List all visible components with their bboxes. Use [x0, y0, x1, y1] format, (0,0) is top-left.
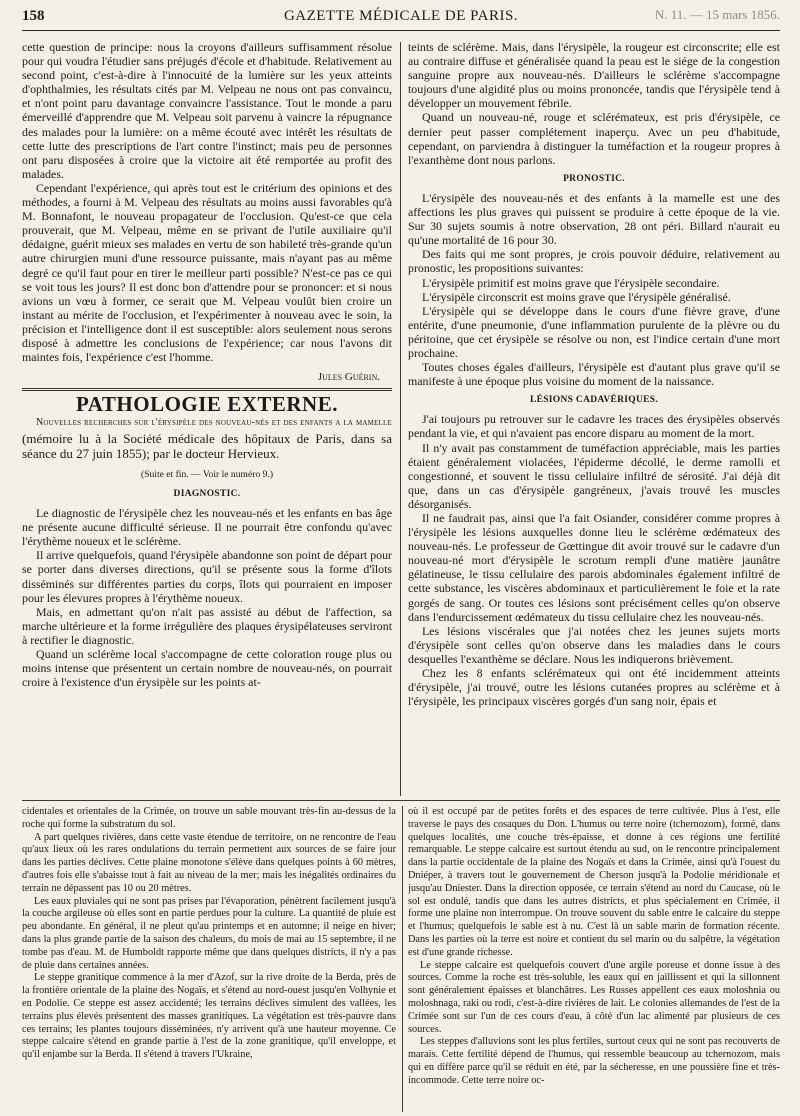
lower-left-column	[22, 806, 396, 1112]
paragraph: L'érysipèle qui se développe dans le cours d'une fièvre grave, d'une entérite, d'une pneumonie, d'une inflammation purulente de la plèvre ou du péritoine, que cet érysipèle se résolve ou non, est l'indice certain d'une mort prochaine.	[408, 303, 780, 360]
article-heading	[22, 413, 392, 462]
issue-info: N. 11. — 15 mars 1856.	[654, 7, 780, 22]
article-heading-caps: Nouvelles recherches sur l'érysipèle des nouveau-nés et des enfants a la mamelle	[36, 417, 392, 429]
paragraph: Mais, en admettant qu'on n'ait pas assisté au début de l'affection, sa marche ultérieure et la forme irrégulière des plaques érysipélateuses serviront à rectifier le diagnostic.	[22, 604, 392, 647]
lower-right-column	[408, 806, 780, 1112]
paragraph: L'érysipèle primitif est moins grave que l'érysipèle secondaire.	[422, 275, 720, 290]
paragraph: Le diagnostic de l'érysipèle chez les nouveau-nés et les enfants en bas âge ne présente aucune difficulté sérieuse. Il ne pourrait être confondu qu'avec l'érythème noueux et le sclérème.	[22, 506, 392, 549]
paragraph: cette question de principe: nous la croyons d'ailleurs suffisamment résolue pour qui voudra l'étudier sans préjugés d'école et d'habitude. Relativement au second point, c'est-à-dire à l'innocuité de la lumière sur les yeux atteints d'ophthalmies, les résultats cités par M. Velpeau ne nous ont pas convaincu, et n'ont point paru davantage convaincre l'assistance. Tout le monde a paru émerveillé d'apprendre que M. Velpeau soit parvenu à vaincre la répugnance des malades pour la lumière: on a même écouté avec intérêt les résultats de cette lutte des prescriptions de l'art contre l'instinct; mais peu de personnes ont paru disposées à croire que la victoire ait été remportée au profit des malades.	[22, 40, 392, 181]
left-column	[22, 40, 392, 798]
page-number: 158	[22, 8, 45, 24]
paragraph: L'érysipèle des nouveau-nés et des enfants à la mamelle est une des affections les plus graves qui puissent se produire à cette époque de la vie. Sur 30 sujets soumis à notre observation, 28 ont péri. Billard n'aurait eu qu'une mortalité de 16 pour 30.	[408, 190, 780, 248]
journal-title: GAZETTE MÉDICALE DE PARIS.	[283, 8, 519, 24]
continuation-note: (Suite et fin. — Voir le numéro 9.)	[140, 468, 274, 480]
paragraph: Le steppe calcaire est quelquefois couvert d'une argile poreuse et donne issue à des sources. Comme la roche est très-soluble, les eaux qui en jaillissent et qui la sillonnent sont généralement épaisses et blanchâtres. Les Russes appellent ces eaux moloshnia ou moloshnaga, raki ou rodi, c'est-à-dire rivières de lait. Le colonies allemandes de l'est de la Crimée sont sur l'un de ces cours d'eau, à côté d'un lac alimenté par plusieurs de ces sources.	[408, 959, 780, 1035]
running-header	[22, 6, 780, 31]
paragraph: Quand un sclérème local s'accompagne de cette coloration rouge plus ou moins intense que présentent un certain nombre de nouveau-nés, on pourrait croire à l'existence d'un érysipèle sur les points at-	[22, 646, 392, 690]
section-title: PATHOLOGIE EXTERNE.	[22, 388, 392, 411]
signature: Jules Guérin.	[317, 371, 380, 384]
paragraph: Cependant l'expérience, qui après tout est le critérium des opinions et des méthodes, a fourni à M. Velpeau des résultats au moins aussi favorables qu'à M. Bonnafont, le nouveau propagateur de l'occlusion. Qu'est-ce que cela prouverait, que M. Velpeau, même en se privant de l'utile auxiliaire qu'il dédaigne, guérit mieux ses malades en vertu de son habileté très-grande qu'un autre chirurgien muni d'une ressource puissante, mais n'ayant pas au même degré ce qu'il faut pour en tirer le meilleur parti possible? N'est-ce pas ce qui se voit tous les jours? Il est donc bon d'attendre pour se prononcer: et si nous avions un vœu à former, ce serait que M. Velpeau voulût bien croire un instant au mérite de l'occlusion, et l'expérimenter à nouveau avec le soin, la précision et l'intelligence dont il est susceptible: alors seulement nous serons disposé à admettre les conclusions de l'expérience; car nous l'avons dit maintes fois, l'expérience c'est l'homme.	[22, 180, 392, 365]
section-divider	[22, 800, 780, 801]
paragraph: Quand un nouveau-né, rouge et sclérémateux, est pris d'érysipèle, ce dernier peut passer complétement inaperçu. Avec un peu d'habitude, cependant, on parviendra à distinguer la tuméfaction et la rougeur propres à l'exanthème dont nous parlons.	[408, 110, 780, 167]
paragraph: cidentales et orientales de la Crimée, on trouve un sable mouvant très-fin au-dessus de la roche qui forme la substratum du sol.	[22, 806, 396, 830]
subheading-pronostic: PRONOSTIC.	[563, 173, 625, 184]
paragraph: Toutes choses égales d'ailleurs, l'érysipèle est d'autant plus grave qu'il se manifeste à une époque plus voisine du moment de la naissance.	[408, 360, 780, 389]
article-heading-rest: (mémoire lu à la Société médicale des hôpitaux de Paris, dans sa séance du 27 juin 1855); par le docteur Hervieux.	[22, 430, 392, 462]
lower-column-divider	[402, 806, 403, 1112]
paragraph: Les lésions viscérales que j'ai notées chez les jeunes sujets morts d'érysipèle sont celles qu'on observe dans les maladies dans le cours desquelles l'exanthème se déclare. Nous les indiquerons brièvement.	[408, 623, 780, 666]
paragraph: Il n'y avait pas constamment de tuméfaction appréciable, mais les parties étaient généralement violacées, l'épiderme décollé, le derme ramolli et congestionné, et souvent le tissu cellulaire infiltré de sérosité. J'ai déjà dit que, dans un cas d'érysipèle gangréneux, j'avais trouvé les muscles désorganisés.	[408, 440, 780, 511]
paragraph: Il arrive quelquefois, quand l'érysipèle abandonne son point de départ pour se porter dans diverses directions, qu'il se présente sous la forme d'îlots disséminés sur différentes parties du corps, îlots qui pourraient en imposer pour les élevures propres à l'érythème noueux.	[22, 548, 392, 605]
paragraph: L'érysipèle circonscrit est moins grave que l'érysipèle généralisé.	[422, 289, 731, 304]
paragraph: Les steppes d'alluvions sont les plus fertiles, surtout ceux qui ne sont pas recouverts de marais. Cette fertilité dépend de l'humus, qui ressemble beaucoup au tchernozom, mais qui en diffère parce qu'il se réduit en été, par la sécheresse, en une poussière fine et très-incommode. Cette terre noire oc-	[408, 1036, 780, 1086]
paragraph: Des faits qui me sont propres, je crois pouvoir déduire, relativement au pronostic, les propositions suivantes:	[408, 247, 780, 276]
paragraph: Les eaux pluviales qui ne sont pas prises par l'évaporation, pénètrent facilement jusqu'à la couche argileuse où elles sont en partie perdues pour la culture. La quantité de pluie est peu abondante. En général, il ne pleut qu'au printemps et en automne; il neige en hiver; dans la plus grande partie de la saison des chaleurs, du mois de mai au 15 septembre, il ne tombe pas d'eau. M. de Humboldt rapporte même que dans quelques districts, il n'y a pas de pluie dans certaines années.	[22, 895, 396, 971]
paragraph: Chez les 8 enfants sclérémateux qui ont été incidemment atteints d'érysipèle, j'ai trouvé, outre les lésions cutanées propres au sclérème et à l'érysipèle, les principaux viscères gorgés d'un sang noir, épais et	[408, 666, 780, 709]
right-column	[408, 40, 780, 798]
paragraph: teints de sclérème. Mais, dans l'érysipèle, la rougeur est circonscrite; elle est au contraire diffuse et généralisée quand la peau est le siége de la congestion sanguine propre aux nouveau-nés. D'ailleurs le sclérème s'accompagne toujours d'une algidité plus ou moins prononcée, tandis que l'érysipèle tend à développer un mouvement fébrile.	[408, 40, 780, 111]
subheading-lesions: LÉSIONS CADAVÉRIQUES.	[529, 395, 659, 406]
column-divider	[400, 42, 401, 796]
paragraph: Le steppe granitique commence à la mer d'Azof, sur la rive droite de la Berda, près de la frontière orientale de la plaine des Nogaïs, et s'étend au nord-ouest jusqu'en Volhynie et en Podolie. Ce steppe est assez accidenté; les terrains déclives simulent des vallées, les terrains plus élevés présentent des masses granitiques. La végétation est très-pauvre dans ces terrains; les plantes toujours disséminées, n'y arrivent qu'à une hauteur moyenne. Ce steppe calcaire s'étend en grande partie à l'est de la zone granitique, qu'il enveloppe, et qu'il enjambe sur la Berda. Il s'étend à travers l'Ukraine,	[22, 972, 396, 1061]
paragraph: Il ne faudrait pas, ainsi que l'a fait Osiander, considérer comme propres à l'érysipèle les lésions auxquelles donne lieu le sclérème œdémateux des nouveau-nés. Le professeur de Gœttingue dit avoir trouvé sur le cadavre d'un nouveau-né mort d'érysipèle le scrotum rempli d'une matière jaunâtre gélatineuse, le tissu cellulaire des parois abdominales également infiltré de cette substance, les viscères abdominaux et particulièrement le foie et la rate gorgés de sang. Or toutes ces lésions sont précisément celles qu'on observe dans l'endurcissement œdémateux du tissu cellulaire chez les nouveau-nés.	[408, 511, 780, 624]
subheading-diagnostic: DIAGNOSTIC.	[173, 488, 241, 499]
paragraph: où il est occupé par de petites forêts et des espaces de terre cultivée. Plus à l'est, elle traverse le pays des cosaques du Don. L'humus ou terre noire (tchernozom), formé, dans quelques localités, une couche très-épaisse, et donne à ces régions une fertilité remarquable. Le steppe calcaire est surtout étendu au sud, on le rencontre principalement dans la partie occidentale de la plaine des Nogaïs et dans la Crimée, ainsi qu'à l'ouest du Dniéper, à travers tout le gouvernement de Cherson jusqu'à la Podolie méridionale et jusqu'au Dniester. Dans la direction opposée, ce terrain s'étend au nord du Caucase, où le sol est ondulé, tandis que dans les autres districts, et plus spécialement en Crimée, il forme une plaine non interrompue. On trouve souvent du sable entre le calcaire du steppe et l'humus; quelquefois le sable est à nu. C'est là un sable marin de formation récente. Dans les parties où la terre est noire et contient du sel marin ou du salpêtre, la végétation est d'une grande richesse.	[408, 806, 780, 958]
paragraph: J'ai toujours pu retrouver sur le cadavre les traces des érysipèles observés pendant la vie, et qui n'avaient pas encore disparu au moment de la mort.	[408, 412, 780, 441]
paragraph: A part quelques rivières, dans cette vaste étendue de territoire, on ne rencontre de l'eau qu'aux lieux où les rares ondulations du terrain permettent aux sources de se faire jour dans les parties déclives. Cette plaine monotone s'élève dans quelques points à 60 mètres, d'autres fois elle s'abaisse tout à fait au niveau de la mer; mais les inégalités ordinaires du terrain ne dépassent pas 10 ou 20 mètres.	[22, 831, 396, 894]
